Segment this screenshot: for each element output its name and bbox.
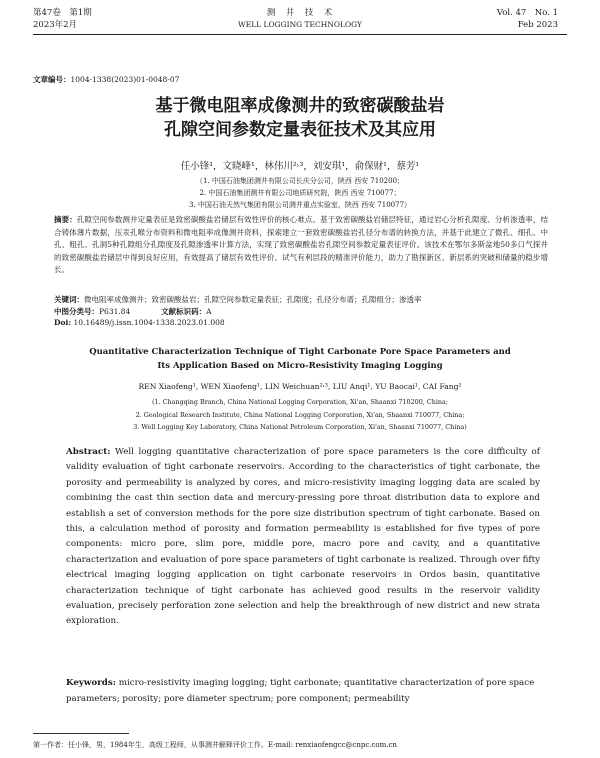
- footnote-divider: [33, 733, 129, 734]
- publication-date: 2023年2月: [33, 20, 78, 30]
- title-cn-line1: 基于微电阻率成像测井的致密碳酸盐岩: [155, 96, 445, 116]
- keywords-en: [66, 676, 540, 707]
- authors-en: REN Xiaofeng¹, WEN Xiaofeng¹, LIN Weichuan²˒³, LIU Anqi¹, YU Baocai¹, CAI Fang¹: [138, 382, 462, 391]
- abstract-cn-text: 孔隙空间参数测井定量表征是致密碳酸盐岩储层有效性评价的核心难点。基于致密碳酸盐岩储层特征，通过岩心分析孔隙度、分析渗透率，结合铸体薄片数据，压汞孔喉分布资料和微电阻率成像测井资料，探索建立一套致密碳酸盐岩孔径分布谱的转换方法，并基于此建立了微孔、细孔、中孔、粗孔、孔洞5种孔隙组分孔隙度及孔隙渗透率计算方法，实现了致密碳酸盐岩孔隙空间参数定量表征评价。该技术在鄂尔多斯盆地50多口气探井的致密碳酸盐岩储层中得到良好应用，有效提高了储层有效性评价、试气有利层段的精准评价能力，助力了勘探新区、新层系的突破和储量的稳步增长。: [54, 215, 549, 275]
- keywords-en-label: Keywords:: [66, 678, 116, 688]
- title-en-line2: Its Application Based on Micro-Resistivity Imaging Logging: [157, 361, 443, 371]
- clc-label: 中图分类号：: [54, 307, 99, 316]
- affiliations-cn: [0, 175, 600, 211]
- abstract-en-label: Abstract:: [66, 447, 111, 457]
- volume-issue: 第47卷 第1期: [33, 8, 92, 18]
- clc-value: P631.84: [99, 307, 131, 316]
- journal-name-cn: 测 井 技 术: [266, 8, 334, 18]
- header-right: [497, 7, 558, 31]
- doi-label: Doi:: [54, 318, 72, 327]
- article-number-value: 1004-1338(2023)01-0048-07: [70, 75, 180, 84]
- keywords-cn-text: 微电阻率成像测井；致密碳酸盐岩；孔隙空间参数定量表征；孔隙度；孔径分布谱；孔隙组分；渗透率: [84, 295, 422, 304]
- affiliations-en: [0, 396, 600, 434]
- doc-code-value: A: [206, 307, 212, 316]
- abstract-en-text: Well logging quantitative characterization of pore space parameters is the core difficulty of validity evaluation of tight carbonate reservoirs. According to the characteristics of tight carbonate, the porosity and permeability is analyzed by cores, and micro-resistivity imaging logging data are scaled by combining the cast thin section data and mercury-pressing pore throat distribution data to explore and establish a set of conversion methods for the pore size distribution spectrum of tight carbonate. Based on this, a calculation method of porosity and formation permeability is established for five types of pore components: micro pore, slim pore, middle pore, macro pore and cavity, and a quantitative characterization and evaluation of pore space parameters of tight carbonate is realized. Through over fifty electrical imaging logging application on tight carbonate reservoirs in Ordos basin, quantitative characterization technique of tight carbonate has achieved good results in the reservoir validity evaluation, precisely perforation zone selection and help the breakthrough of new district and new strata exploration.: [66, 447, 540, 627]
- abstract-cn: [54, 214, 548, 277]
- page-title-cn: [0, 94, 600, 142]
- volume-issue-en: Vol. 47 No. 1: [496, 8, 558, 18]
- keywords-en-text: micro-resistivity imaging logging; tight carbonate; quantitative characterization of pore space parameters; porosity; pore diameter spectrum; pore component; permeability: [66, 678, 535, 704]
- affiliation-cn: 2. 中国石油集团测井有限公司地质研究院，陕西 西安 710077；: [199, 189, 401, 197]
- publication-date-en: Feb 2023: [517, 20, 558, 30]
- abstract-cn-label: 摘要：: [54, 215, 77, 224]
- header-divider: [33, 34, 567, 35]
- affiliation-cn: （1. 中国石油集团测井有限公司长庆分公司，陕西 西安 710200；: [195, 177, 405, 185]
- authors-cn: 任小锋¹，文晓峰¹，林伟川²˒³，刘安琪¹，俞保财¹，蔡芳¹: [180, 161, 420, 172]
- page-title-en: [0, 345, 600, 373]
- article-number-label: 文章编号：: [33, 75, 71, 84]
- doc-code-label: 文献标识码：: [161, 307, 207, 316]
- keywords-cn-label: 关键词：: [54, 295, 84, 304]
- doi: [54, 318, 225, 327]
- keywords-cn: [54, 294, 548, 306]
- journal-name-en: WELL LOGGING TECHNOLOGY: [238, 20, 362, 29]
- classification: [54, 306, 212, 318]
- abstract-en: [66, 445, 540, 630]
- affiliation-en: 3. Well Logging Key Laboratory, China National Petroleum Corporation, Xi'an, Shaanxi 710077, China): [133, 423, 467, 431]
- affiliation-en: 2. Geological Research Institute, China National Logging Corporation, Xi'an, Shaanxi 710077, China;: [135, 410, 465, 419]
- affiliation-en: (1. Changqing Branch, China National Logging Corporation, Xi'an, Shaanxi 710200, China;: [152, 398, 448, 406]
- footnote: 第一作者：任小锋，男，1984年生，高级工程师，从事测井解释评价工作。E-mail: renxiaofengcc@cnpc.com.cn: [33, 741, 397, 749]
- title-cn-line2: 孔隙空间参数定量表征技术及其应用: [164, 120, 436, 140]
- article-number: [33, 74, 179, 85]
- title-en-line1: Quantitative Characterization Technique of Tight Carbonate Pore Space Parameters and: [89, 347, 511, 357]
- doi-value: 10.16489/j.issn.1004-1338.2023.01.008: [73, 318, 225, 327]
- affiliation-cn: 3. 中国石油天然气集团有限公司测井重点实验室，陕西 西安 710077）: [188, 201, 412, 209]
